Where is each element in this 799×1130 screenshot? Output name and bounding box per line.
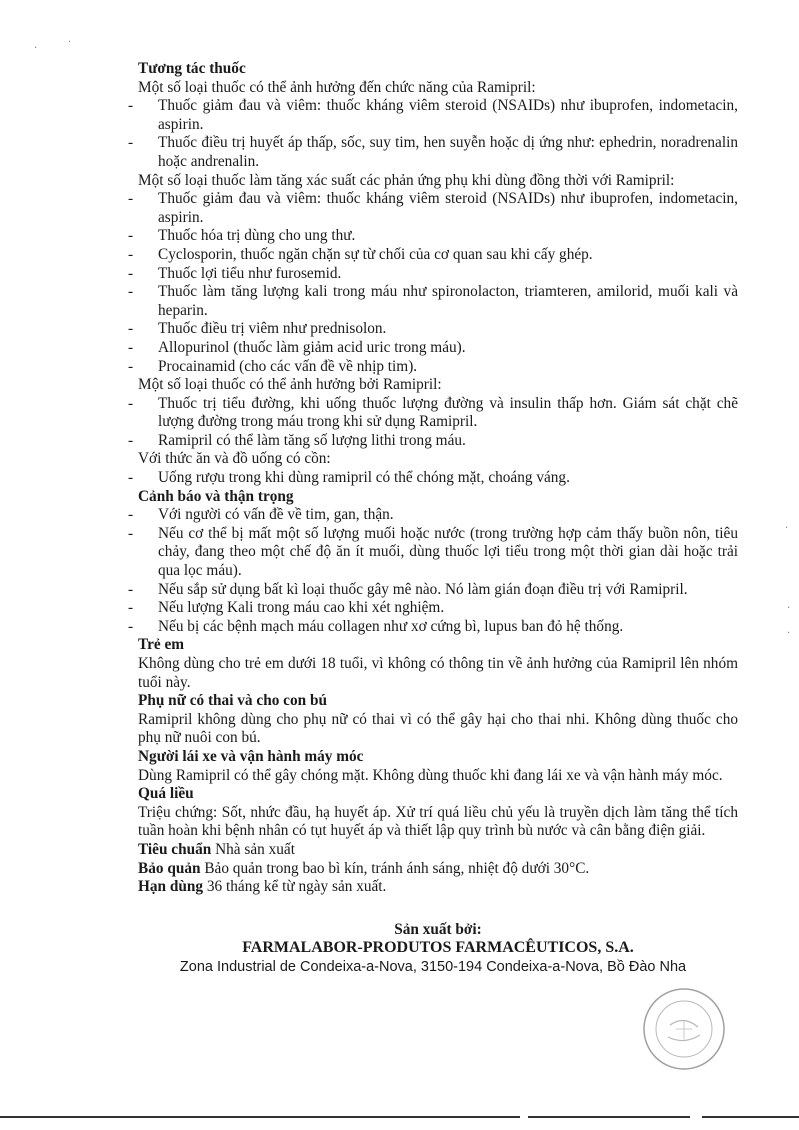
list-item: - Nếu bị các bệnh mạch máu collagen như xơ cứng bì, lupus ban đỏ hệ thống.	[138, 618, 738, 637]
interactions-intro-2: Một số loại thuốc làm tăng xác suất các phản ứng phụ khi dùng đồng thời với Ramipril:	[138, 171, 675, 189]
storage-line	[138, 860, 738, 879]
bottom-rule-gap	[690, 1115, 702, 1119]
section-title-children: Trẻ em	[138, 636, 185, 654]
interactions-list-2	[138, 190, 738, 376]
list-item: - Với người có vấn đề về tim, gan, thận.	[138, 506, 738, 525]
expiry-label: Hạn dùng	[138, 878, 204, 896]
standard-label: Tiêu chuẩn	[138, 840, 212, 858]
pregnancy-text: Ramipril không dùng cho phụ nữ có thai vì có thể gây hại cho thai nhi. Không dùng thuốc cho phụ nữ nuôi con bú.	[138, 710, 738, 747]
section-title-interactions: Tương tác thuốc	[138, 60, 246, 77]
list-item: - Thuốc điều trị viêm như prednisolon.	[138, 320, 738, 339]
list-item: - Thuốc làm tăng lượng kali trong máu như spironolacton, triamteren, amilorid, muối kali và heparin.	[138, 283, 738, 320]
expiry-value: 36 tháng kể từ ngày sản xuất.	[206, 878, 387, 896]
list-item: - Procainamid (cho các vấn đề về nhịp tim).	[138, 358, 738, 377]
interactions-intro-3: Một số loại thuốc có thể ảnh hưởng bởi Ramipril:	[138, 376, 442, 394]
list-item: - Thuốc trị tiểu đường, khi uống thuốc lượng đường và insulin thấp hơn. Giám sát chặt chẽ lượng đường trong máu trong khi sử dụng Ramipril.	[138, 395, 738, 432]
list-item: - Ramipril có thể làm tăng số lượng lithi trong máu.	[138, 432, 738, 451]
manufacturer-block	[138, 921, 738, 977]
section-title-driving: Người lái xe và vận hành máy móc	[138, 747, 364, 765]
document-body	[138, 60, 738, 977]
list-item: - Thuốc giảm đau và viêm: thuốc kháng viêm steroid (NSAIDs) như ibuprofen, indometacin, aspirin.	[138, 97, 738, 134]
list-item: - Nếu sắp sử dụng bất kì loại thuốc gây mê nào. Nó làm gián đoạn điều trị với Ramipril.	[138, 581, 738, 600]
scan-speck: ·	[787, 603, 791, 614]
list-item: - Thuốc giảm đau và viêm: thuốc kháng viêm steroid (NSAIDs) như ibuprofen, indometacin, aspirin.	[138, 190, 738, 227]
storage-label: Bảo quản	[138, 859, 201, 877]
bottom-rule-gap	[520, 1115, 528, 1119]
company-name: FARMALABOR-PRODUTOS FARMACÊUTICOS, S.A.	[242, 939, 634, 957]
children-text: Không dùng cho trẻ em dưới 18 tuổi, vì không có thông tin về ảnh hưởng của Ramipril lên nhóm tuổi này.	[138, 655, 738, 691]
scan-speck: ·	[34, 43, 38, 54]
scan-speck: ·	[787, 628, 791, 639]
list-item: - Allopurinol (thuốc làm giảm acid uric trong máu).	[138, 339, 738, 358]
overdose-text: Triệu chứng: Sốt, nhức đầu, hạ huyết áp. Xử trí quá liều chủ yếu là truyền dịch làm tăng thể tích tuần hoàn khi bệnh nhân có tụt huyết áp và thiết lập quy trình bù nước và cân bằng điện giải.	[138, 803, 738, 840]
driving-text: Dùng Ramipril có thể gây chóng mặt. Không dùng thuốc khi đang lái xe và vận hành máy móc.	[138, 766, 723, 784]
list-item: - Thuốc lợi tiểu như furosemid.	[138, 265, 738, 284]
section-title-pregnancy: Phụ nữ có thai và cho con bú	[138, 692, 327, 710]
list-item: - Thuốc điều trị huyết áp thấp, sốc, suy tim, hen suyễn hoặc dị ứng như: ephedrin, noradrenalin hoặc andrenalin.	[138, 134, 738, 171]
warnings-list	[138, 506, 738, 636]
produced-by-label: Sản xuất bởi:	[394, 920, 482, 938]
bottom-rule	[0, 1116, 799, 1118]
standard-line	[138, 841, 738, 860]
list-item: - Nếu lượng Kali trong máu cao khi xét nghiệm.	[138, 599, 738, 618]
storage-value: Bảo quản trong bao bì kín, tránh ánh sáng, nhiệt độ dưới 30°C.	[204, 859, 590, 877]
list-item: - Uống rượu trong khi dùng ramipril có thể chóng mặt, choáng váng.	[138, 469, 738, 488]
list-item: - Cyclosporin, thuốc ngăn chặn sự từ chối của cơ quan sau khi cấy ghép.	[138, 246, 738, 265]
company-address: Zona Industrial de Condeixa-a-Nova, 3150-194 Condeixa-a-Nova, Bồ Đào Nha	[179, 958, 687, 975]
round-stamp-icon	[640, 985, 728, 1073]
standard-value: Nhà sản xuất	[215, 840, 295, 858]
section-title-warnings: Cảnh báo và thận trọng	[138, 487, 294, 505]
section-title-overdose: Quá liều	[138, 785, 194, 803]
interactions-list-4	[138, 469, 738, 488]
list-item: - Thuốc hóa trị dùng cho ung thư.	[138, 227, 738, 246]
scan-speck: ·	[785, 523, 789, 534]
interactions-intro-4: Với thức ăn và đồ uống có cồn:	[138, 450, 331, 468]
interactions-list-3	[138, 395, 738, 451]
scan-speck: ·	[68, 37, 72, 48]
expiry-line	[138, 878, 738, 897]
list-item: - Nếu cơ thể bị mất một số lượng muối hoặc nước (trong trường hợp cảm thấy buồn nôn, tiêu chảy, đang theo một chế độ ăn ít muối, dùng thuốc lợi tiểu trong một thời gian dài hoặc trải qua lọc máu).	[138, 525, 738, 581]
interactions-list-1	[138, 97, 738, 171]
interactions-intro-1: Một số loại thuốc có thể ảnh hưởng đến chức năng của Ramipril:	[138, 78, 536, 96]
